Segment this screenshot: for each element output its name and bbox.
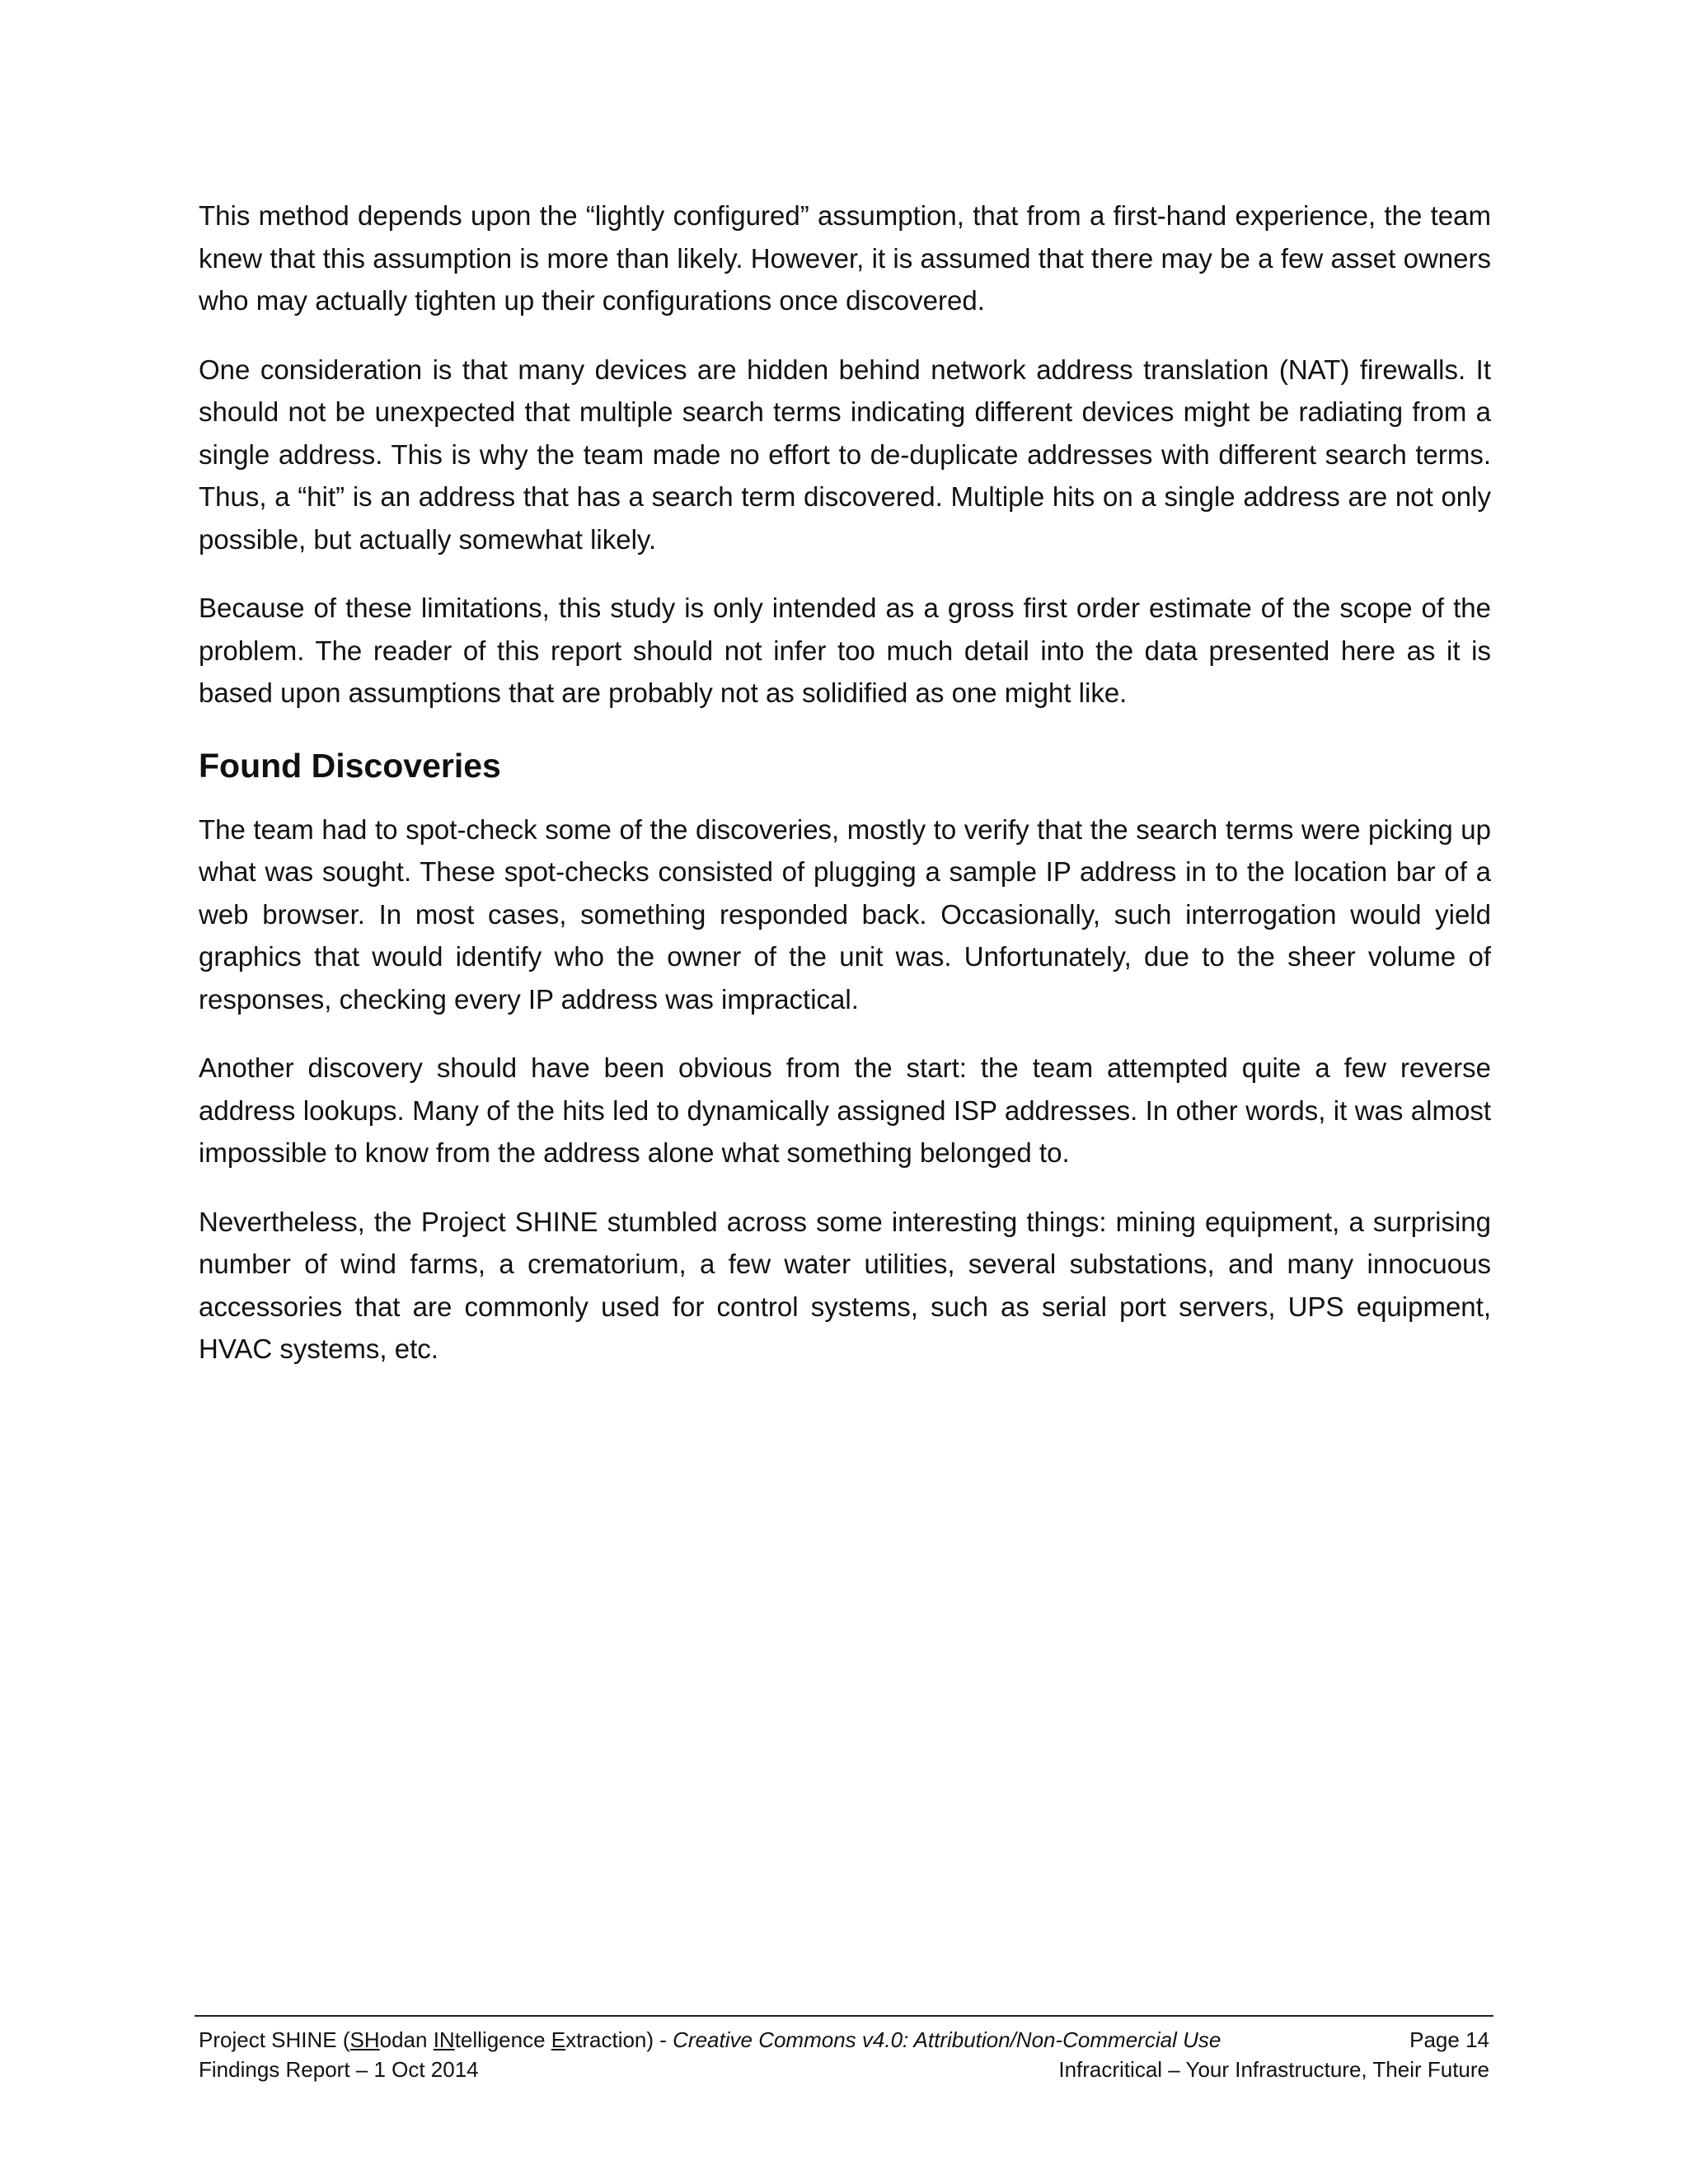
footer-project-prefix: Project SHINE (	[199, 2027, 350, 2052]
footer-project-title	[199, 2025, 1221, 2055]
footer-row-bottom	[195, 2055, 1493, 2084]
page-body	[199, 194, 1491, 1397]
paragraph-spot-check: The team had to spot-check some of the discoveries, mostly to verify that the search terms were picking up what was sought. These spot-checks consisted of plugging a sample IP address in to the location bar of a web browser. In most cases, something responded back. Occasionally, such interrogation would yield graphics that would identify who the owner of the unit was. Unfortunately, due to the sheer volume of responses, checking every IP address was impractical.	[199, 813, 1491, 1015]
footer-telligence: telligence	[454, 2027, 551, 2052]
section-heading-found-discoveries: Found Discoveries	[199, 746, 501, 785]
paragraph-lightly-configured: This method depends upon the “lightly configured” assumption, that from a first-hand experience, the team knew that this assumption is more than likely. However, it is assumed that there may be a few asset owners who may actually tighten up their configurations once discovered.	[199, 200, 1491, 316]
paragraph-nat-consideration: One consideration is that many devices are hidden behind network address translation (NAT) firewalls. It should not be unexpected that multiple search terms indicating different devices might be radiating from a single address. This is why the team made no effort to de-duplicate addresses with different search terms. Thus, a “hit” is an address that has a search term discovered. Multiple hits on a single address are not only possible, but actually somewhat likely.	[199, 354, 1491, 555]
paragraph-reverse-lookups: Another discovery should have been obvious from the start: the team attempted quite a few reverse address lookups. Many of the hits led to dynamically assigned ISP addresses. In other words, it was almost impossible to know from the address alone what something belonged to.	[199, 1052, 1491, 1168]
footer-xtraction: xtraction) -	[565, 2027, 673, 2052]
footer-report-date: Findings Report – 1 Oct 2014	[199, 2057, 479, 2082]
footer-tagline: Infracritical – Your Infrastructure, Their Future	[1058, 2057, 1489, 2082]
page-footer	[195, 2015, 1493, 2084]
footer-row-top	[195, 2025, 1493, 2055]
footer-odan: odan	[379, 2027, 434, 2052]
footer-underline-e: E	[551, 2027, 566, 2052]
footer-license: Creative Commons v4.0: Attribution/Non-Commercial Use	[673, 2027, 1221, 2052]
footer-page-number: Page 14	[1409, 2027, 1489, 2052]
footer-underline-in: IN	[433, 2027, 455, 2052]
footer-underline-sh: SH	[349, 2027, 380, 2052]
paragraph-interesting-things: Nevertheless, the Project SHINE stumbled across some interesting things: mining equipment, a surprising number of wind farms, a crematorium, a few water utilities, several substations, and many innocuous accessories that are commonly used for control systems, such as serial port servers, UPS equipment, HVAC systems, etc.	[199, 1206, 1491, 1364]
paragraph-limitations: Because of these limitations, this study is only intended as a gross first order estimate of the scope of the problem. The reader of this report should not infer too much detail into the data presented here as it is based upon assumptions that are probably not as solidified as one might like.	[199, 593, 1491, 708]
